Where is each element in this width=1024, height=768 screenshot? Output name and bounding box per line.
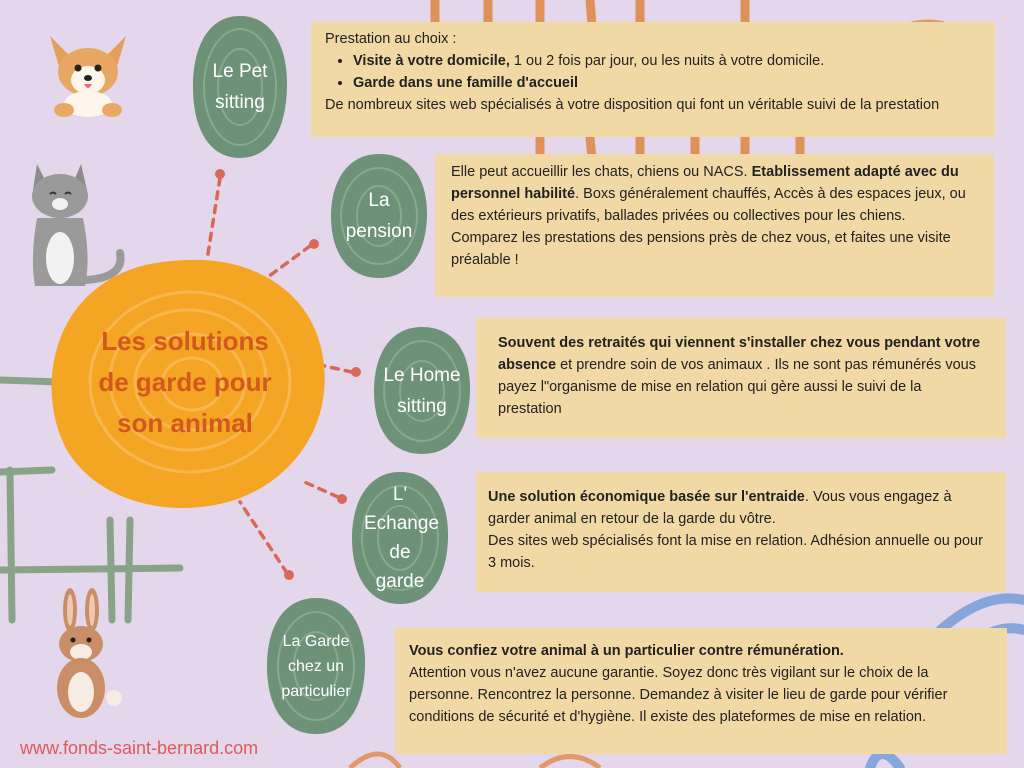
- box-paragraph: [488, 486, 994, 530]
- options-list: [325, 50, 981, 94]
- dog-illustration: [38, 28, 138, 120]
- node-home-sitting: [370, 323, 474, 458]
- box-text: [409, 640, 993, 662]
- box-text: Prestation au choix :: [325, 31, 457, 47]
- footer-url[interactable]: www.fonds-saint-bernard.com: [20, 738, 259, 758]
- node-label: Le Pet sitting: [212, 61, 268, 113]
- box-text: De nombreux sites web spécialisés à votre disposition qui font un véritable suivi de la prestation: [325, 97, 940, 113]
- box-home-sitting: [476, 318, 1006, 438]
- bold-text: Etablissement adapté avec du personnel habilité: [451, 164, 959, 202]
- node-pet-sitting: [190, 12, 290, 162]
- box-echange: [476, 472, 1006, 592]
- bold-text: Une solution économique basée sur l'entraide: [488, 489, 805, 505]
- rabbit-illustration: [40, 588, 130, 723]
- box-pet-sitting: [311, 22, 995, 137]
- list-item: [353, 50, 981, 72]
- node-label: L' Echange de garde: [364, 484, 440, 592]
- box-text: 1 ou 2 fois par jour, ou les nuits à votre domicile.: [509, 53, 825, 69]
- box-particulier: [395, 628, 1007, 754]
- box-text: Des sites web spécialisés font la mise en relation. Adhésion annuelle ou pour 3 mois.: [488, 533, 983, 571]
- list-item: [353, 72, 981, 94]
- box-text: et prendre soin de vos animaux . Ils ne sont pas rémunérés vous payez l"organisme de mise en relation qui gère aussi le suivi de la prestation: [498, 357, 976, 417]
- box-text: Attention vous n'avez aucune garantie. Soyez donc très vigilant sur le choix de la personne. Rencontrez la personne. Demandez à visiter le lieu de garde pour vérifier conditions de sécurité et d'hygiène. Il existe des plateformes de mise en relation.: [409, 665, 948, 725]
- center-title: Les solutions de garde pour son animal: [98, 325, 272, 438]
- box-text: . Vous vous engagez à garder animal en retour de la garde du vôtre.: [488, 489, 952, 527]
- box-pension: [435, 154, 994, 297]
- center-node: [40, 252, 330, 512]
- node-label: Le Home sitting: [383, 364, 461, 417]
- box-text: . Boxs généralement chauffés, Accès à des espaces jeux, ou des extérieurs privatifs, ballades privées ou collectives pour les chiens.: [451, 186, 966, 224]
- node-label: La pension: [345, 190, 413, 242]
- bold-text: Vous confiez votre animal à un particulier contre rémunération.: [409, 643, 844, 659]
- node-garde-chez-particulier: [263, 594, 369, 738]
- node-label: La Garde chez un particulier: [281, 632, 351, 700]
- box-paragraph: [451, 161, 978, 227]
- box-text: Comparez les prestations des pensions près de chez vous, et faites une visite préalable !: [451, 230, 951, 268]
- node-pension: [327, 150, 431, 282]
- bold-text: Garde dans une famille d'accueil: [353, 75, 579, 91]
- box-paragraph: [498, 332, 984, 420]
- node-echange-de-garde: [348, 468, 452, 608]
- box-text: Elle peut accueillir les chats, chiens ou NACS.: [451, 164, 752, 180]
- bold-text: Souvent des retraités qui viennent s'installer chez vous pendant votre absence: [498, 335, 981, 373]
- bold-text: Visite à votre domicile,: [353, 53, 510, 69]
